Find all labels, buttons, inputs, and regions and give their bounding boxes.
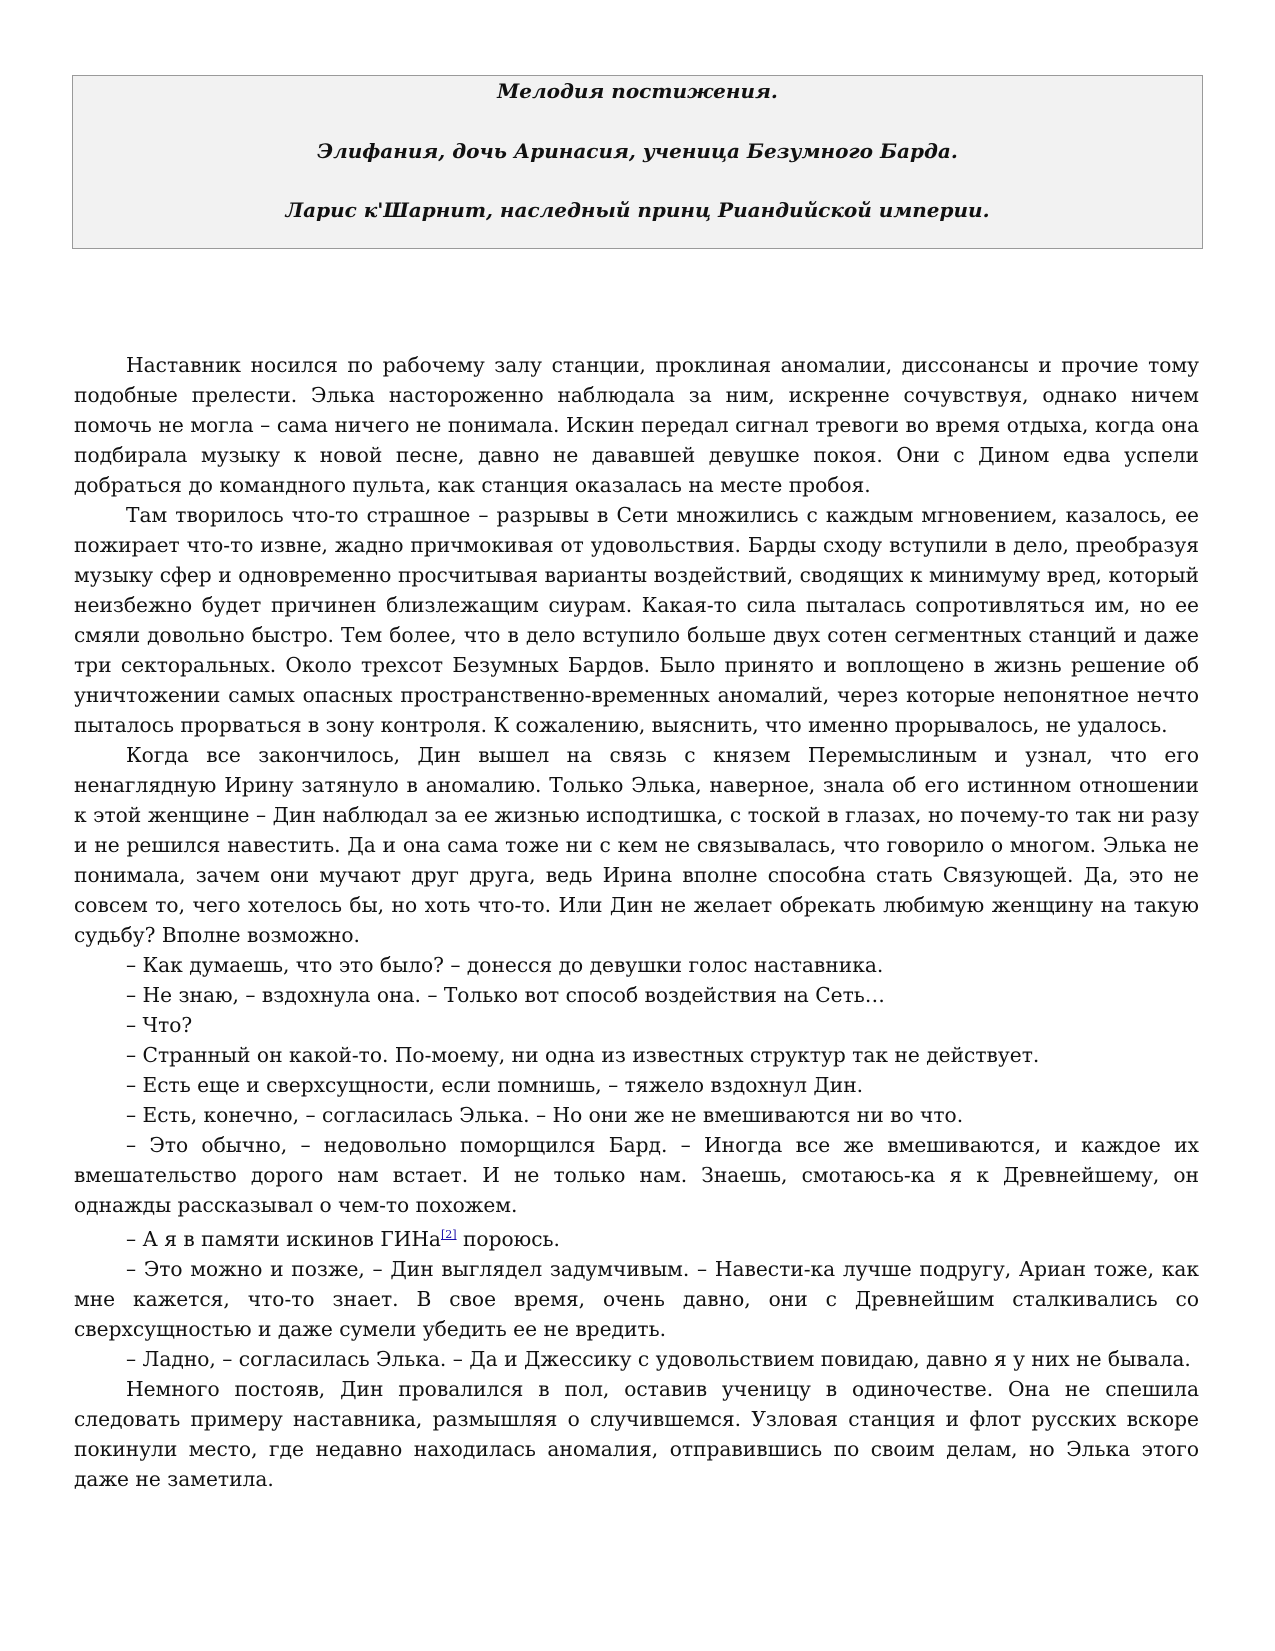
paragraph: Там творилось что-то страшное – разрывы в Сети множились с каждым мгновением, казалось, ее пожирает что-то извне, жадно причмокивая от удовольствия. Барды сходу вступили в дело, преобразуя музыку сфер и одновременно просчитывая варианты воздействий, сводящих к минимуму вред, который неизбежно будет причинен близлежащим сиурам. Какая-то сила пыталась сопротивляться им, но ее смяли довольно быстро. Тем более, что в дело вступило больше двух сотен сегментных станций и даже три секторальных. Около трехсот Безумных Бардов. Было принято и воплощено в жизнь решение об уничтожении самых опасных пространственно-временных аномалий, через которые непонятное нечто пыталось прорваться в зону контроля. К сожалению, выяснить, что именно прорывалось, не удалось. <box>74 503 1199 737</box>
paragraph: Немного постояв, Дин провалился в пол, оставив ученицу в одиночестве. Она не спешила следовать примеру наставника, размышляя о случившемся. Узловая станция и флот русских вскоре покинули место, где недавно находилась аномалия, отправившись по своим делам, но Элька этого даже не заметила. <box>74 1377 1199 1491</box>
dialogue-line: – Странный он какой-то. По-моему, ни одна из известных структур так не действует. <box>126 1043 1040 1067</box>
dialogue-line: – Это можно и позже, – Дин выглядел задумчивым. – Навести-ка лучше подругу, Ариан тоже, как мне кажется, что-то знает. В свое время, очень давно, они с Древнейшим сталкивались со сверхсущностью и даже сумели убедить ее не вредить. <box>74 1257 1199 1341</box>
dialogue-line: – Как думаешь, что это было? – донесся до девушки голос наставника. <box>126 953 884 977</box>
character-line-1: Элифания, дочь Аринасия, ученица Безумного Барда. <box>317 139 958 163</box>
dialogue-line: – Ладно, – согласилась Элька. – Да и Джессику с удовольствием повидаю, давно я у них не бывала. <box>126 1347 1191 1371</box>
dialogue-line: – Это обычно, – недовольно поморщился Бард. – Иногда все же вмешиваются, и каждое их вмешательство дорого нам встает. И не только нам. Знаешь, смотаюсь-ка я к Древнейшему, он однажды рассказывал о чем-то похожем. <box>74 1133 1199 1217</box>
dialogue-line: – Есть, конечно, – согласилась Элька. – Но они же не вмешиваются ни во что. <box>126 1103 964 1127</box>
footnote-link[interactable]: [2] <box>440 1228 457 1241</box>
dialogue-line: – Есть еще и сверхсущности, если помнишь, – тяжело вздохнул Дин. <box>126 1073 864 1097</box>
character-line-2: Ларис к'Шарнит, наследный принц Риандийской империи. <box>285 198 990 222</box>
header-box <box>72 75 1203 249</box>
paragraph: Когда все закончилось, Дин вышел на связь с князем Перемыслиным и узнал, что его ненаглядную Ирину затянуло в аномалию. Только Элька, наверное, знала об его истинном отношении к этой женщине – Дин наблюдал за ее жизнью исподтишка, с тоской в глазах, но почему-то так ни разу и не решился навестить. Да и она сама тоже ни с кем не связывалась, что говорило о многом. Элька не понимала, зачем они мучают друг друга, ведь Ирина вполне способна стать Связующей. Да, это не совсем то, чего хотелось бы, но хоть что-то. Или Дин не желает обрекать любимую женщину на такую судьбу? Вполне возможно. <box>74 743 1199 947</box>
work-title: Мелодия постижения. <box>497 79 778 103</box>
dialogue-line: – Не знаю, – вздохнула она. – Только вот способ воздействия на Сеть… <box>126 983 885 1007</box>
paragraph: Наставник носился по рабочему залу станции, проклиная аномалии, диссонансы и прочие тому подобные прелести. Элька настороженно наблюдала за ним, искренне сочувствуя, однако ничем помочь не могла – сама ничего не понимала. Искин передал сигнал тревоги во время отдыха, когда она подбирала музыку к новой песне, давно не дававшей девушке покоя. Они с Дином едва успели добраться до командного пульта, как станция оказалась на месте пробоя. <box>74 353 1199 497</box>
body-text <box>74 350 1199 1494</box>
dialogue-line: – Что? <box>126 1013 193 1037</box>
gina-text-after: пороюсь. <box>456 1227 560 1251</box>
dialogue-line <box>74 1220 1199 1254</box>
gina-text-before: – А я в памяти искинов ГИНа <box>126 1227 441 1251</box>
